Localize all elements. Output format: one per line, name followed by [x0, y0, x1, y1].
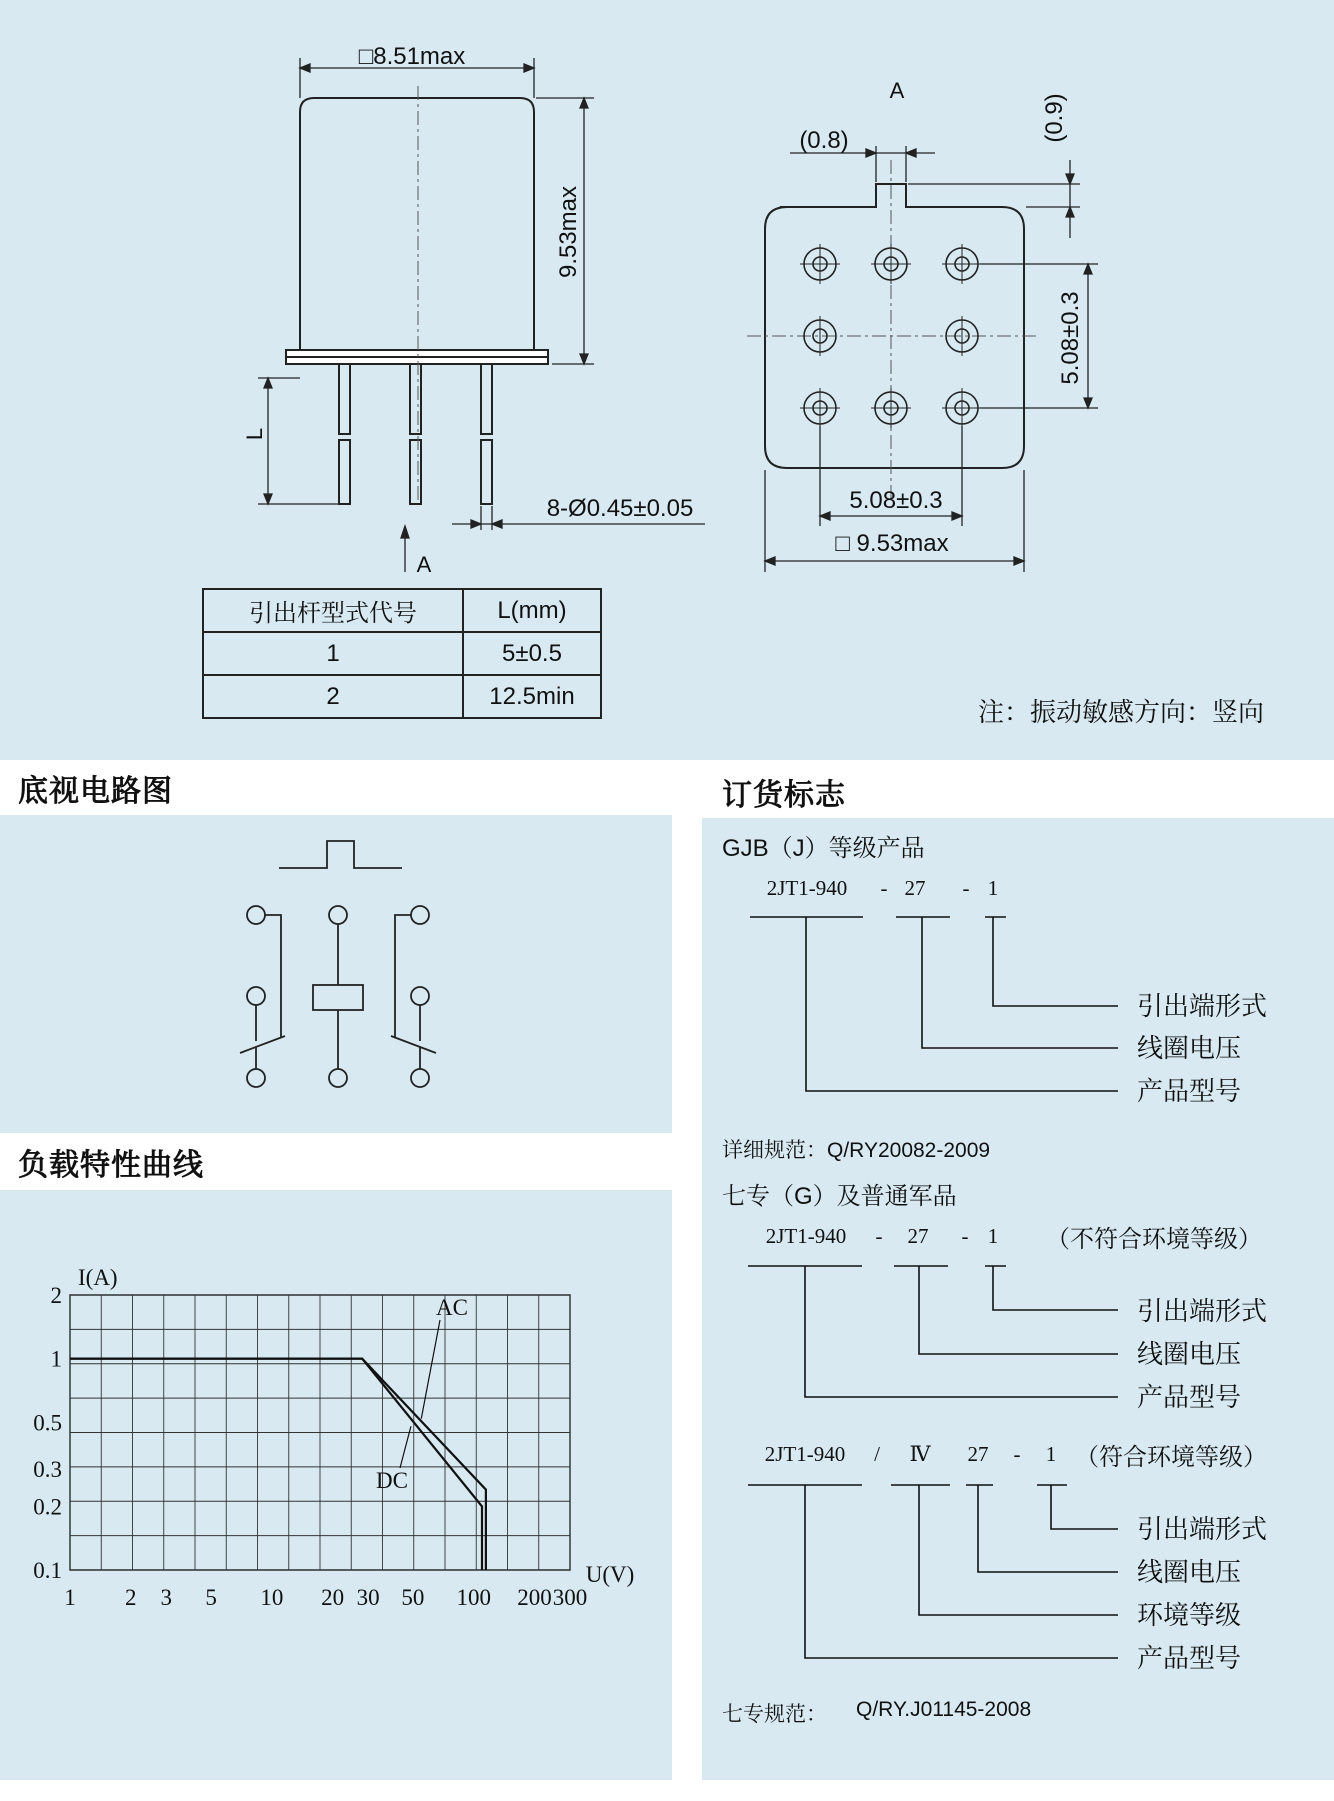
grade-note: （符合环境等级）	[1075, 1444, 1267, 1471]
vibration-note: 注：振动敏感方向：竖向	[978, 697, 1265, 727]
military-spec-label: 七专规范：	[722, 1703, 827, 1726]
code-field-label: 线圈电压	[1137, 1033, 1242, 1063]
x-tick-label: 20	[321, 1585, 345, 1610]
table-row	[203, 675, 601, 718]
circuit-title: 底视电路图	[18, 775, 173, 808]
y-tick-label: 1	[50, 1346, 62, 1372]
ac-leader-line	[421, 1320, 440, 1419]
code-field-label: 环境等级	[1137, 1600, 1242, 1630]
table-header-row	[203, 589, 601, 632]
x-tick-labels	[64, 1585, 587, 1610]
dim-height-label: 9.53max	[555, 185, 582, 279]
view-a-label: A	[889, 78, 905, 103]
table-header-cell: L(mm)	[463, 589, 601, 632]
dim-tab-width-label: (0.8)	[799, 127, 849, 154]
x-tick-label: 10	[260, 1585, 284, 1610]
code-segment: -	[880, 876, 888, 900]
view-marker-a: A	[416, 552, 432, 577]
dim-pitch-vertical-label: 5.08±0.3	[1057, 291, 1084, 385]
code-field-label: 引出端形式	[1137, 1296, 1268, 1326]
x-tick-label: 30	[356, 1585, 380, 1610]
load-curve-title: 负载特性曲线	[18, 1149, 204, 1182]
code-segment: /	[874, 1442, 880, 1466]
code-field-label: 产品型号	[1137, 1382, 1242, 1412]
code-segment: 2JT1-940	[764, 1442, 846, 1466]
dim-lead-length-label: L	[242, 427, 267, 441]
gjb-code-diagram	[750, 876, 1267, 1106]
military-code-diagram-no-env	[748, 1224, 1267, 1412]
code-segment: 27	[904, 876, 926, 900]
series-label-ac: AC	[436, 1295, 468, 1320]
code-segment: 1	[987, 876, 999, 900]
bottom-view-circuit-diagram	[0, 815, 672, 1133]
y-tick-label: 2	[50, 1283, 62, 1308]
x-tick-label: 100	[456, 1585, 491, 1610]
y-tick-label: 0.2	[33, 1494, 62, 1520]
code-field-label: 线圈电压	[1137, 1557, 1242, 1587]
lead-type-table	[202, 588, 602, 719]
y-tick-label: 0.3	[33, 1457, 62, 1483]
gjb-grade-title: GJB（J）等级产品	[722, 835, 925, 862]
x-tick-label: 5	[205, 1585, 217, 1610]
load-characteristic-chart	[0, 1190, 672, 1780]
x-tick-label: 1	[64, 1585, 76, 1610]
code-segment: 1	[987, 1224, 999, 1248]
code-segment: -	[875, 1224, 883, 1248]
military-code-diagram-env	[748, 1442, 1267, 1673]
code-segment: 2JT1-940	[766, 876, 848, 900]
relay-outline-drawing	[0, 0, 1334, 760]
table-cell: 1	[203, 632, 463, 675]
table-cell: 5±0.5	[463, 632, 601, 675]
dim-tab-height-label: (0.9)	[1041, 93, 1068, 143]
dim-pin-diameter-label: 8-Ø0.45±0.05	[546, 495, 694, 522]
code-field-label: 引出端形式	[1137, 991, 1268, 1021]
code-segment: -	[962, 876, 970, 900]
grade-note: （不符合环境等级）	[1046, 1226, 1262, 1253]
code-segment: -	[961, 1224, 969, 1248]
code-segment: 2JT1-940	[765, 1224, 847, 1248]
y-tick-labels	[33, 1283, 62, 1583]
table-cell: 12.5min	[463, 675, 601, 718]
code-segment: Ⅳ	[909, 1442, 931, 1466]
dim-pitch-horizontal-label: 5.08±0.3	[849, 487, 943, 514]
code-field-label: 引出端形式	[1137, 1514, 1268, 1544]
code-field-label: 线圈电压	[1137, 1339, 1242, 1369]
y-tick-label: 0.5	[33, 1410, 62, 1436]
code-segment: -	[1013, 1442, 1021, 1466]
table-cell: 2	[203, 675, 463, 718]
x-tick-label: 50	[401, 1585, 425, 1610]
dim-body-size-label: □ 9.53max	[835, 530, 949, 557]
military-grade-title: 七专（G）及普通军品	[722, 1183, 957, 1210]
code-segment: 27	[907, 1224, 929, 1248]
code-segment: 27	[967, 1442, 989, 1466]
ordering-title: 订货标志	[722, 779, 846, 812]
dim-width-label: □8.51max	[358, 43, 466, 70]
code-segment: 1	[1045, 1442, 1057, 1466]
x-axis-label: U(V)	[585, 1562, 635, 1587]
x-tick-label: 3	[160, 1585, 173, 1610]
x-tick-label: 2	[125, 1585, 137, 1610]
code-field-label: 产品型号	[1137, 1643, 1242, 1673]
x-tick-label: 300	[552, 1585, 588, 1610]
series-label-dc: DC	[376, 1468, 408, 1493]
table-header-cell: 引出杆型式代号	[203, 589, 463, 632]
y-tick-label: 0.1	[33, 1558, 62, 1583]
series-line-dc	[70, 1359, 482, 1570]
military-spec-value: Q/RY.J01145-2008	[856, 1698, 1032, 1721]
code-field-label: 产品型号	[1137, 1076, 1242, 1106]
table-row	[203, 632, 601, 675]
y-axis-label: I(A)	[78, 1265, 118, 1290]
x-tick-label: 200	[517, 1585, 552, 1610]
gjb-spec: 详细规范：Q/RY20082-2009	[722, 1139, 991, 1162]
ordering-code-diagrams	[702, 818, 1334, 1780]
chart-grid	[70, 1295, 570, 1570]
